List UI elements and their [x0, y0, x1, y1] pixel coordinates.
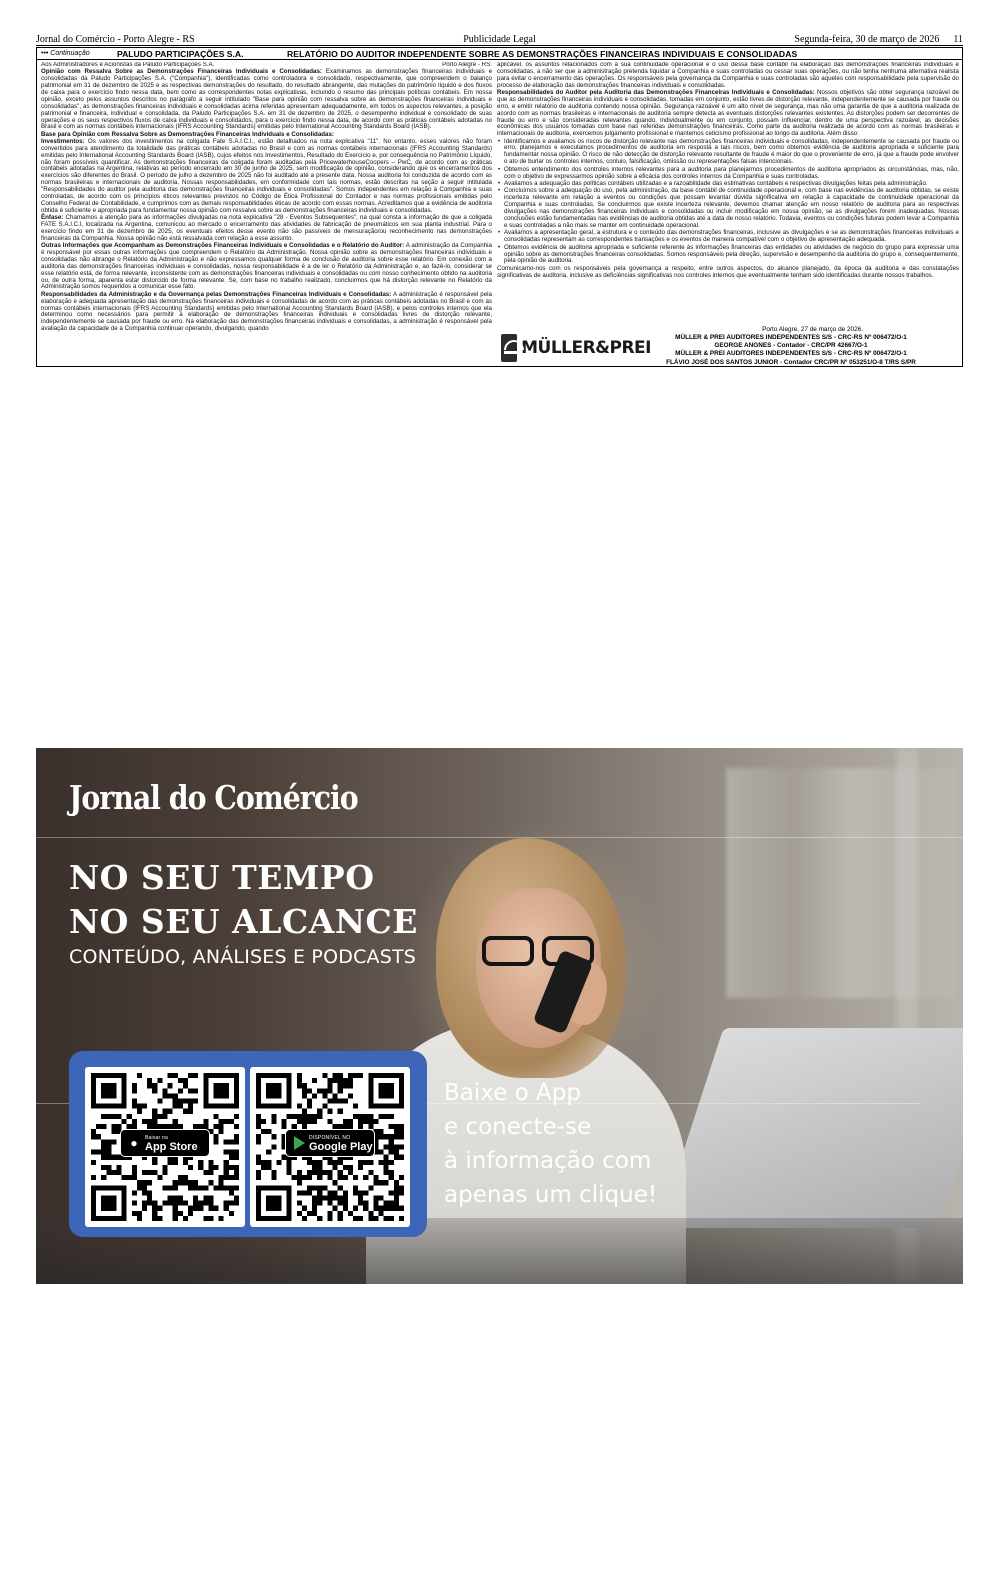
cta-line: e conecte-se	[444, 1114, 592, 1140]
addressee: Aos Administradores e Acionistas da Paludo Participações S.A.	[41, 62, 215, 68]
signatory-person: GEORGE ANGNES - Contador - CRC/PR 42667/O-1	[714, 342, 868, 350]
badge-store-name: Google Play	[309, 1141, 373, 1153]
ad-call-to-action	[444, 1076, 657, 1212]
app-advertisement	[36, 748, 963, 1284]
management-heading: Responsabilidades da Administração e da Governança pelas Demonstrações Financeiras Individuais e Consolidadas:	[41, 290, 392, 298]
basis-body: Os valores dos investimentos na coligada Fate S.A.I.C.I., estão detalhados na nota explicativa "11". No entanto, esses valores não foram convertidos para atendimento da totalidade das práticas contábeis adotadas no Brasil e com as normas contábeis internacionais (IFRS Accounting Standards) emitidas pelo International Accounting Standards Board (IASB), cujos efeitos nos Investimentos, Resultado do Exercício e, por consequência no Patrimônio Líquido, não foram possíveis quantificar. As demonstrações financeiras da coligada foram auditadas pela PricewaterhouseCoopers – PwC, de acordo com as práticas contábeis adotadas na Argentina, relativas ao período encerrado em 30 de junho de 2025, sem modificação de opinião, considerando que os encerramentos dos exercícios são diferentes do Brasil. O período de julho a dezembro de 2025 não foi auditado até a presente data. Nossa auditoria foi conduzida de acordo com as normas brasileiras e internacionais de auditoria. Nossas responsabilidades, em conformidade com tais normas, estão descritas na seção a seguir intitulada "Responsabilidades do auditor pela auditoria das demonstrações financeiras individuais e consolidadas". Somos independentes em relação à Companhia e suas controladas, de acordo com os princípios éticos relevantes previstos no Código de Ética Profissional do Contador e nas normas profissionais emitidas pelo Conselho Federal de Contabilidade, e cumprimos com as demais responsabilidades éticas de acordo com essas normas. Acreditamos que a evidência de auditoria obtida é suficiente e apropriada para fundamentar nossa opinião com ressalva sobre as demonstrações financeiras individuais e consolidadas.	[41, 137, 492, 214]
qr-panel	[69, 1051, 427, 1237]
google-play-badge[interactable]	[285, 1129, 375, 1157]
notice-column-left	[41, 62, 492, 366]
notice-title-bar	[37, 48, 962, 60]
google-play-icon	[294, 1136, 305, 1150]
continuity-paragraph: aplicável, os assuntos relacionados com a sua continuidade operacional e o uso dessa base contábil na elaboração das demonstrações financeiras individuais e consolidadas, a não ser que a administração pretenda liquidar a Companhia e suas controladas ou cessar suas operações, ou não tenha nenhuma alternativa realista para evitar o encerramento das operações. Os responsáveis pela governança da Companhia e suas controladas são aqueles com responsabilidade pela supervisão do processo de elaboração das demonstrações financeiras individuais e consolidadas.	[497, 62, 959, 89]
signatories	[631, 334, 951, 367]
closing-paragraph: Comunicamo-nos com os responsáveis pela governança a respeito, entre outros aspectos, do alcance planejado, da época da auditoria e das constatações significativas de auditoria, inclusive as deficiências significativas nos controles internos que eventualmente tenham sido identificadas durante nossos trabalhos.	[497, 264, 959, 279]
bullet-item: • Avaliamos a adequação das políticas contábeis utilizadas e a razoabilidade das estimativas contábeis e respectivas divulgações feitas pela administração.	[497, 181, 959, 188]
background-window	[726, 768, 956, 998]
auditor-heading: Responsabilidades do Auditor pela Auditoria das Demonstrações Financeiras Individuais e Consolidadas:	[497, 88, 815, 96]
newspaper-location: Jornal do Comércio - Porto Alegre - RS	[36, 34, 195, 45]
continuation-label: ••• Continuação	[41, 50, 90, 57]
bullet-item: • Concluímos sobre a adequação do uso, pela administração, da base contábil de continuidade operacional e, com base nas evidências de auditoria obtidas, se existe incerteza relevante em relação a eventos ou condições que possam levantar dúvida significativa em relação à capacidade de continuidade operacional da Companhia e suas controladas. Se concluirmos que existe incerteza relevante, devemos chamar atenção em nosso relatório de auditoria para as respectivas divulgações nas demonstrações financeiras individuais e consolidadas ou incluir modificação em nossa opinião, se as divulgações forem inadequadas. Nossas conclusões estão fundamentadas nas evidências de auditoria obtidas até a data de nosso relatório. Todavia, eventos ou condições futuras podem levar a Companhia e suas controladas a não mais se manter em continuidade operacional.	[497, 188, 959, 229]
header-rule	[36, 45, 963, 46]
basis-paragraph	[41, 139, 492, 215]
signatory-firm: MÜLLER & PREI AUDITORES INDEPENDENTES S/S - CRC-RS Nº 006472/O-1	[675, 350, 907, 358]
app-store-qr-code[interactable]	[85, 1067, 245, 1227]
headline-line: NO SEU ALCANCE	[69, 902, 418, 941]
addressee-city: Porto Alegre - RS.	[442, 62, 492, 68]
muller-prei-logo-icon	[501, 334, 517, 362]
section-name: Publicidade Legal	[463, 34, 536, 45]
signatory-person: FLÁVIO JOSÉ DOS SANTOS JUNIOR - Contador CRC/PR Nº 053251/O-8 T/RS S/PR	[666, 358, 916, 366]
headline-line: NO SEU TEMPO	[69, 858, 375, 897]
bullet-item: • Obtemos entendimento dos controles internos relevantes para a auditoria para planejarmos procedimentos de auditoria apropriados às circunstâncias, mas, não, com o objetivo de expressarmos opinião sobre a eficácia dos controles internos da Companhia e suas controladas.	[497, 167, 959, 181]
badge-store-name: App Store	[145, 1141, 198, 1153]
opinion-paragraph	[41, 69, 492, 131]
report-title: RELATÓRIO DO AUDITOR INDEPENDENTE SOBRE AS DEMONSTRAÇÕES FINANCEIRAS INDIVIDUAIS E CONSOLIDADAS	[287, 49, 798, 59]
page-number: 11	[953, 34, 963, 45]
signature-city-date: Porto Alegre, 27 de março de 2026.	[762, 326, 863, 333]
opinion-body: Examinamos as demonstrações financeiras individuais e consolidadas da Paludo Participações S.A. ("Companhia"), identificadas como controladora e consolidado, respectivamente, que compreendem o balanço patrimonial em 31 de dezembro de 2025 e as respectivas demonstrações do resultado, do resultado abrangente, das mutações do patrimônio líquido e dos fluxos de caixa para o exercício findo nessa data, bem como as correspondentes notas explicativas, incluindo o resumo das principais políticas contábeis. Em nossa opinião, exceto pelos assuntos descritos no parágrafo a seguir intitulado "Base para opinião com ressalva sobre as demonstrações financeiras individuais e consolidadas", as demonstrações financeiras individuais e consolidadas acima referidas apresentam adequadamente, em todos os aspectos relevantes, a posição patrimonial e financeira, individual e consolidada, da Paludo Participações S.A. em 31 de dezembro de 2025, o desempenho individual e consolidado de suas operações e os seus respectivos fluxos de caixa individuais e consolidados, para o exercício findo nessa data, de acordo com as práticas contábeis adotadas no Brasil e com as normas contábeis internacionais (IFRS Accounting Standards) emitidas pelo International Accounting Standards Board (IASB).	[41, 68, 492, 131]
ad-headline	[69, 856, 418, 944]
bullet-item: • Avaliamos a apresentação geral, a estrutura e o conteúdo das demonstrações financeiras, inclusive as divulgações e se as demonstrações financeiras individuais e consolidadas representam as correspondentes transações e os eventos de maneira compatível com o objetivo de apresentação adequada.	[497, 230, 959, 244]
auditor-bullets	[497, 139, 959, 266]
emphasis-paragraph	[41, 215, 492, 243]
other-info-paragraph	[41, 243, 492, 291]
company-name: PALUDO PARTICIPAÇÕES S.A.	[117, 49, 244, 59]
cta-line: à informação com	[444, 1148, 652, 1174]
badge-small-text: DISPONÍVEL NO	[309, 1135, 351, 1141]
management-paragraph	[41, 292, 492, 333]
signature-block	[497, 326, 959, 366]
muller-prei-logo-text: MÜLLER&PREI	[521, 338, 651, 358]
cta-line: apenas um clique!	[444, 1182, 658, 1208]
auditor-body: Nossos objetivos são obter segurança razoável de que as demonstrações financeiras individuais e consolidadas, tomadas em conjunto, estão livres de distorção relevante, independentemente se causada por fraude ou erro, e emitir relatório de auditoria contendo nossa opinião. Segurança razoável é um alto nível de segurança, mas não uma garantia de que a auditoria realizada de acordo com as normas brasileiras e internacionais de auditoria sempre detecta as eventuais distorções relevantes existentes. As distorções podem ser decorrentes de fraude ou erro e são consideradas relevantes quando, individualmente ou em conjunto, possam influenciar, dentro de uma perspectiva razoável, as decisões econômicas dos usuários tomadas com base nas referidas demonstrações financeiras. Como parte da auditoria realizada de acordo com as normas brasileiras e internacionais de auditoria, exercemos julgamento profissional e mantemos ceticismo profissional ao longo da auditoria. Além disso:	[497, 88, 959, 138]
opinion-heading: Opinião com Ressalva Sobre as Demonstrações Financeiras Individuais e Consolidadas:	[41, 68, 322, 76]
ad-divider	[36, 837, 963, 838]
ad-subhead: CONTEÚDO, ANÁLISES E PODCASTS	[69, 946, 417, 968]
notice-column-right	[497, 62, 959, 366]
laptop-illustration	[659, 1028, 963, 1228]
app-store-badge[interactable]	[120, 1129, 210, 1157]
other-info-heading: Outras Informações que Acompanham as Demonstrações Financeiras Individuais e Consolidadas e o Relatório do Auditor:	[41, 242, 405, 250]
legal-notice	[36, 47, 963, 367]
issue-date: Segunda-feira, 30 de março de 2026	[794, 34, 940, 45]
emphasis-body: Chamamos a atenção para as informações divulgadas na nota explicativa "28 - Eventos Subsequentes", na qual consta a informação de que a coligada FATE S.A.I.C.I, localizada na Argentina, comunicou ao mercado o encerramento das atividades de fabricação de pneumáticos em sua planta industrial. Para o exercício findo em 31 de dezembro de 2025, os eventuais efeitos desse evento não são passíveis de mensuração/ou reconhecimento nas demonstrações financeiras da Companhia. Nossa opinião não está ressalvada com relação a esse assunto.	[41, 214, 492, 242]
cta-line: Baixe o App	[444, 1080, 581, 1106]
other-info-body: A administração da Companhia é responsável por essas outras informações que compreendem o Relatório da Administração. Nossa opinião sobre as demonstrações financeiras individuais e consolidadas não abrange o Relatório da Administração e não expressamos qualquer forma de conclusão de auditoria sobre esse relatório. Em conexão com a auditoria das demonstrações financeiras individuais e consolidadas, nossa responsabilidade é a de ler o Relatório da Administração e, ao fazê-lo, considerar se esse relatório está, de forma relevante, inconsistente com as demonstrações financeiras individuais e consolidadas ou com nosso conhecimento obtido na auditoria ou, de outra forma, aparenta estar distorcido de forma relevante. Se, com base no trabalho realizado, concluirmos que há distorção relevante no Relatório da Administração somos requeridos a comunicar esse fato.	[41, 242, 492, 291]
muller-prei-logo	[501, 334, 651, 362]
bullet-item: • Obtemos evidência de auditoria apropriada e suficiente referente às informações financeiras das entidades ou atividades de negócio do grupo para expressar uma opinião sobre as demonstrações financeiras consolidadas. Somos responsáveis pela direção, supervisão e desempenho da auditoria do grupo e, consequentemente, pela opinião de auditoria.	[497, 245, 959, 266]
management-body: A administração é responsável pela elaboração e adequada apresentação das demonstrações financeiras individuais e consolidadas de acordo com as práticas contábeis adotadas no Brasil e com as normas contábeis internacionais (IFRS Accounting Standards) emitidas pelo International Accounting Standards Board (IASB), e pelos controles internos que ela determinou como necessários para permitir a elaboração de demonstrações financeiras individuais e consolidadas livres de distorção relevante, independentemente se causada por fraude ou erro. Na elaboração das demonstrações financeiras individuais e consolidadas, a administração é responsável pela avaliação da capacidade de a Companhia continuar operando, divulgando, quando	[41, 290, 492, 333]
auditor-paragraph	[497, 90, 959, 138]
signatory-firm: MÜLLER & PREI AUDITORES INDEPENDENTES S/S - CRC-RS Nº 006472/O-1	[675, 334, 907, 341]
brand-logo: Jornal do Comércio	[69, 778, 358, 817]
google-play-qr-code[interactable]	[250, 1067, 410, 1227]
bullet-item: • Identificamos e avaliamos os riscos de distorção relevante nas demonstrações financeiras individuais e consolidadas, independentemente se causada por fraude ou erro, planejamos e executamos procedimentos de auditoria em resposta a tais riscos, bem como obtemos evidência de auditoria apropriada e suficiente para fundamentar nossa opinião. O risco de não detecção de distorção relevante resultante de fraude é maior do que o proveniente de erro, já que a fraude pode envolver o ato de burlar os controles internos, conluio, falsificação, omissão ou representações falsas intencionais.	[497, 139, 959, 167]
badge-small-text: Baixar na	[145, 1135, 168, 1141]
apple-icon: ●	[130, 1136, 138, 1150]
emphasis-heading: Ênfase:	[41, 214, 64, 222]
basis-heading: Base para Opinião com Ressalva Sobre as Demonstrações Financeiras Individuais e Consolidadas:	[41, 130, 334, 138]
investments-heading: Investimentos:	[41, 137, 85, 145]
